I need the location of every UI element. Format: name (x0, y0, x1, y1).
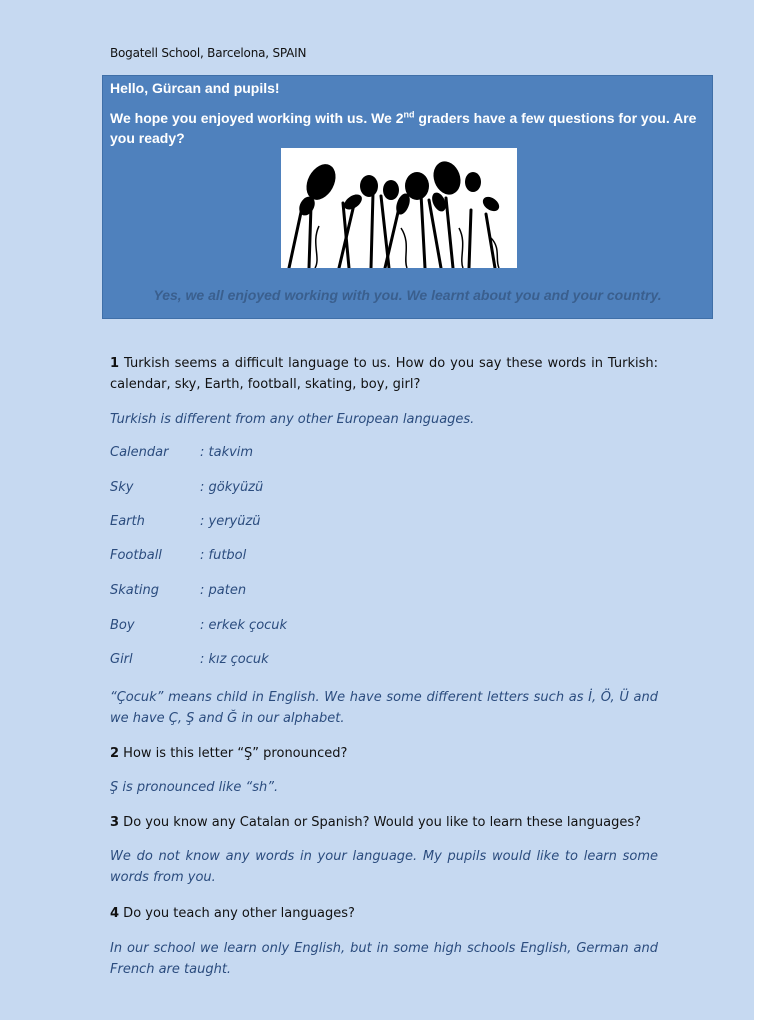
english-word: Boy (110, 618, 135, 633)
pupils-reply: Yes, we all enjoyed working with you. We learnt about you and your country. (153, 287, 662, 303)
answer-1-intro: Turkish is different from any other European languages. (110, 412, 475, 427)
english-word: Earth (110, 514, 145, 529)
turkish-word: : futbol (200, 548, 247, 563)
question-number: 1 (110, 356, 120, 371)
english-word: Girl (110, 652, 133, 667)
answer-4: In our school we learn only English, but in some high schools English, German and French are taught. (110, 941, 658, 977)
english-word: Football (110, 548, 162, 563)
turkish-word: : gökyüzü (200, 480, 264, 495)
greeting-question-start: We hope you enjoyed working with us. We 2 (110, 110, 404, 126)
turkish-word: : paten (200, 583, 247, 598)
answer-3: We do not know any words in your language. My pupils would like to learn some words from you. (110, 849, 658, 885)
question-text: Do you teach any other languages? (119, 906, 355, 921)
greeting-box (102, 75, 713, 319)
english-word: Skating (110, 583, 159, 598)
greeting-question-end: graders have a few questions for you. Are you ready? (110, 110, 697, 146)
english-word: Sky (110, 480, 134, 495)
answer-1-note: “Çocuk” means child in English. We have some different letters such as İ, Ö, Ü and we have Ç, Ş and Ğ in our alphabet. (110, 690, 658, 726)
turkish-word: : kız çocuk (200, 652, 269, 667)
question-number: 4 (110, 906, 120, 921)
turkish-word: : takvim (200, 445, 254, 460)
greeting-title: Hello, Gürcan and pupils! (110, 80, 280, 96)
question-2 (110, 743, 658, 764)
turkish-word: : yeryüzü (200, 514, 261, 529)
question-number: 2 (110, 746, 120, 761)
question-text: How is this letter “Ş” pronounced? (119, 746, 348, 761)
english-word: Calendar (110, 445, 169, 460)
greeting-question (110, 108, 708, 148)
question-number: 3 (110, 815, 120, 830)
question-1 (110, 353, 658, 395)
question-4 (110, 903, 658, 924)
microphones-icon (281, 148, 517, 268)
microphones-image (281, 148, 517, 268)
question-text: Turkish seems a difficult language to us. How do you say these words in Turkish: calendar, sky, Earth, football, skating, boy, girl? (110, 356, 658, 392)
question-text: Do you know any Catalan or Spanish? Would you like to learn these languages? (119, 815, 642, 830)
turkish-word: : erkek çocuk (200, 618, 288, 633)
question-3 (110, 812, 658, 833)
ordinal-suffix: nd (403, 109, 415, 120)
answer-2: Ş is pronounced like “sh”. (110, 780, 279, 795)
school-heading: Bogatell School, Barcelona, SPAIN (110, 46, 307, 60)
